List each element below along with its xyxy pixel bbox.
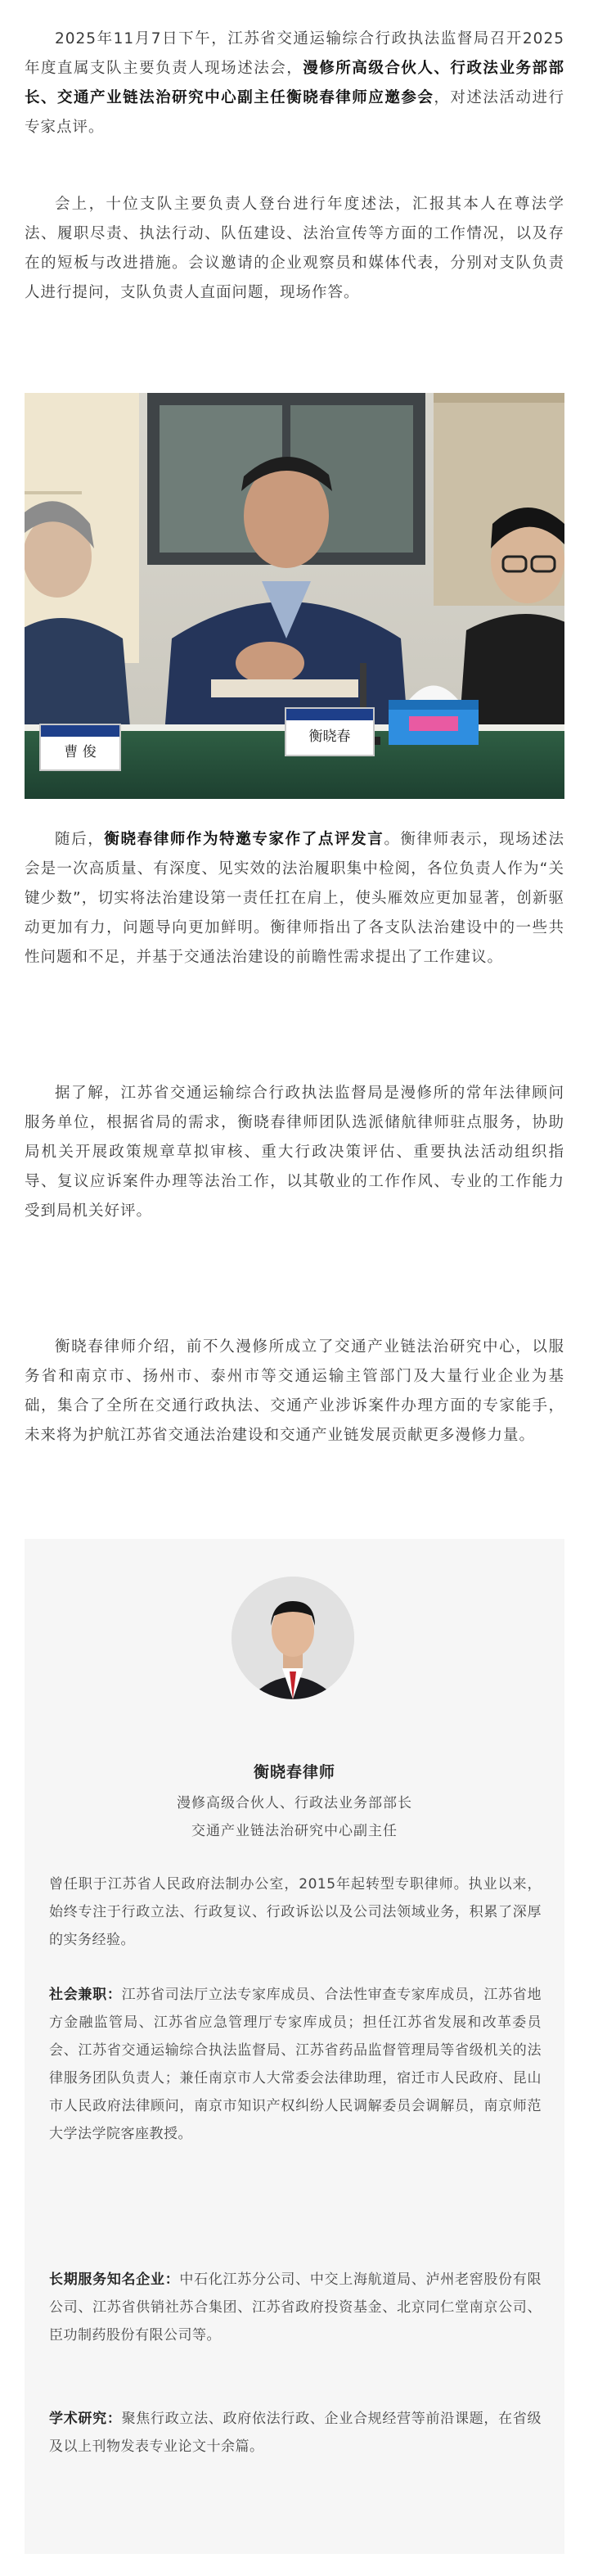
social-roles-label: 社会兼职：	[49, 1987, 122, 2003]
avatar	[232, 1577, 354, 1699]
comment-highlight: 衡晓春律师作为特邀专家作了点评发言	[104, 831, 384, 848]
paragraph-meeting-intro	[25, 25, 564, 142]
paragraph-meeting-process: 会上，十位支队主要负责人登台进行年度述法，汇报其本人在尊法学法、履职尽责、执法行动、队伍建设、法治宣传等方面的工作情况，以及存在的短板与改进措施。会议邀请的企业观察员和媒体代表，分别对支队负责人进行提问，支队负责人直面问题，现场作答。	[25, 196, 564, 301]
lawyer-name: 衡晓春律师	[253, 1763, 335, 1781]
lawyer-profile-card	[25, 1539, 564, 2554]
intro-text: 2025年11月7日下午，江苏省交通运输综合行政执法监督局召开2025年度直属支队主要负责人现场述法会，	[25, 30, 564, 77]
research-text: 聚焦行政立法、政府依法行政、企业合规经营等前沿课题，在省级及以上刊物发表专业论文十余篇。	[49, 2411, 542, 2455]
lawyer-title-primary: 漫修高级合伙人、行政法业务部部长	[177, 1795, 412, 1811]
social-roles-text: 江苏省司法厅立法专家库成员、合法性审查专家库成员，江苏省地方金融监管局、江苏省应急管理厅专家库成员；担任江苏省发展和改革委员会、江苏省交通运输综合执法监督局、江苏省药品监督管理局等省级机关的法律服务团队负责人；兼任南京市人大常委会法律助理，宿迁市人民政府、昆山市人民政府法律顾问，南京市知识产权纠纷人民调解委员会调解员，南京师范大学法学院客座教授。	[49, 1987, 542, 2142]
paragraph-legal-counsel: 据了解，江苏省交通运输综合行政执法监督局是漫修所的常年法律顾问服务单位，根据省局的需求，衡晓春律师团队选派储航律师驻点服务，协助局机关开展政策规章草拟审核、重大行政决策评估、重要执法活动组织指导、复议应诉案件办理等法治工作，以其敬业的工作作风、专业的工作能力受到局机关好评。	[25, 1085, 564, 1220]
nameplate-center-text: 衡晓春	[308, 729, 351, 745]
nameplate-left-text: 曹 俊	[64, 744, 97, 760]
comment-lead: 随后，	[55, 831, 105, 848]
intro-tail: ，对述法活动进行专家点评。	[25, 89, 564, 136]
nameplate-left	[39, 724, 121, 771]
paragraph-research-center: 衡晓春律师介绍，前不久漫修所成立了交通产业链法治研究中心，以服务省和南京市、扬州市、泰州市等交通运输主管部门及大量行业企业为基础，集合了全所在交通行政执法、交通产业涉诉案件办理方面的专家能手，未来将为护航江苏省交通法治建设和交通产业链发展贡献更多漫修力量。	[25, 1338, 564, 1444]
meeting-photo	[25, 393, 564, 799]
lawyer-research	[49, 2405, 542, 2461]
intro-highlight: 漫修所高级合伙人、行政法业务部部长、交通产业链法治研究中心副主任衡晓春律师应邀参会	[25, 60, 564, 106]
clients-text: 中石化江苏分公司、中交上海航道局、泸州老窖股份有限公司、江苏省供销社苏合集团、江苏省政府投资基金、北京同仁堂南京公司、臣功制药股份有限公司等。	[49, 2271, 542, 2344]
nameplate-center	[285, 707, 375, 756]
lawyer-intro: 曾任职于江苏省人民政府法制办公室，2015年起转型专职律师。执业以来，始终专注于行政立法、行政复议、行政诉讼以及公司法领域业务，积累了深厚的实务经验。	[49, 1876, 542, 1948]
lawyer-title-secondary: 交通产业链法治研究中心副主任	[191, 1823, 398, 1839]
lawyer-social-roles	[49, 1981, 542, 2148]
research-label: 学术研究：	[49, 2411, 122, 2427]
comment-text: 。衡律师表示，现场述法会是一次高质量、有深度、见实效的法治履职集中检阅，各位负责人作为“关键少数”，切实将法治建设第一责任扛在肩上，使头雁效应更加显著，创新驱动更加有力，问题导向更加鲜明。衡律师指出了各支队法治建设中的一些共性问题和不足，并基于交通法治建设的前瞻性需求提出了工作建议。	[25, 831, 564, 966]
lawyer-clients	[49, 2266, 542, 2349]
paragraph-expert-comment	[25, 825, 564, 972]
clients-label: 长期服务知名企业：	[49, 2271, 180, 2288]
